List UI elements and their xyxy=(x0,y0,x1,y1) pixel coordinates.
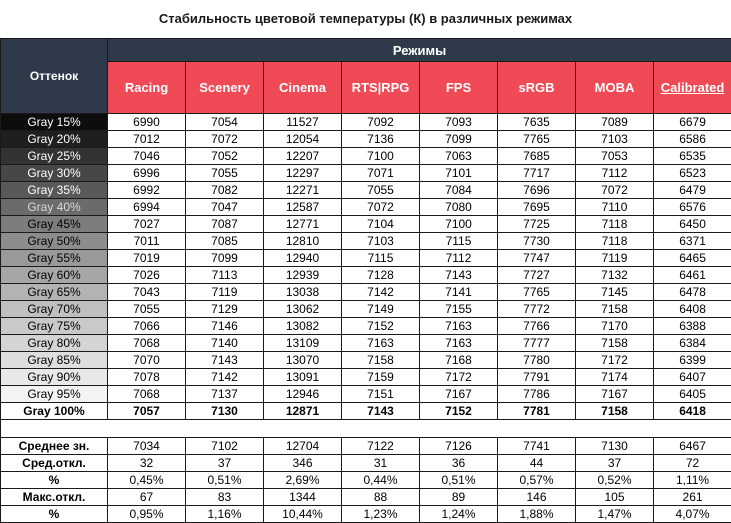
table-cell: 7765 xyxy=(498,284,576,301)
table-cell: 7112 xyxy=(420,250,498,267)
table-cell: 7143 xyxy=(342,403,420,420)
shade-label: Gray 85% xyxy=(1,352,108,369)
table-cell: 7085 xyxy=(186,233,264,250)
table-cell: 7158 xyxy=(576,335,654,352)
table-cell: 7696 xyxy=(498,182,576,199)
table-cell: 7113 xyxy=(186,267,264,284)
table-cell: 7155 xyxy=(420,301,498,318)
shade-label: Gray 30% xyxy=(1,165,108,182)
table-cell: 7635 xyxy=(498,114,576,131)
spacer-row xyxy=(1,420,731,438)
table-cell: 7174 xyxy=(576,369,654,386)
shade-label: Gray 45% xyxy=(1,216,108,233)
stats-cell: 1,23% xyxy=(342,506,420,523)
table-cell: 12810 xyxy=(264,233,342,250)
stats-cell: 12704 xyxy=(264,438,342,455)
table-cell: 7026 xyxy=(108,267,186,284)
table-cell: 7140 xyxy=(186,335,264,352)
table-cell: 7727 xyxy=(498,267,576,284)
table-cell: 7011 xyxy=(108,233,186,250)
table-cell: 13062 xyxy=(264,301,342,318)
mode-header-cinema: Cinema xyxy=(264,62,342,114)
table-cell: 7132 xyxy=(576,267,654,284)
shade-label: Gray 35% xyxy=(1,182,108,199)
table-cell: 12871 xyxy=(264,403,342,420)
table-row xyxy=(1,352,731,369)
table-cell: 6399 xyxy=(654,352,731,369)
table-cell: 7092 xyxy=(342,114,420,131)
stats-cell: 89 xyxy=(420,489,498,506)
table-cell: 13109 xyxy=(264,335,342,352)
table-cell: 7093 xyxy=(420,114,498,131)
table-cell: 7152 xyxy=(342,318,420,335)
table-row xyxy=(1,114,731,131)
table-cell: 7100 xyxy=(342,148,420,165)
table-cell: 7780 xyxy=(498,352,576,369)
mode-header-srgb: sRGB xyxy=(498,62,576,114)
table-cell: 13038 xyxy=(264,284,342,301)
color-temperature-table xyxy=(0,38,731,523)
table-cell: 7167 xyxy=(420,386,498,403)
table-cell: 7142 xyxy=(186,369,264,386)
table-cell: 7151 xyxy=(342,386,420,403)
stats-cell: 72 xyxy=(654,455,731,472)
mode-header-fps: FPS xyxy=(420,62,498,114)
shade-label: Gray 100% xyxy=(1,403,108,420)
stats-cell: 44 xyxy=(498,455,576,472)
table-cell: 7080 xyxy=(420,199,498,216)
shade-label: Gray 70% xyxy=(1,301,108,318)
mode-header-moba: MOBA xyxy=(576,62,654,114)
shade-label: Gray 20% xyxy=(1,131,108,148)
stats-cell: 36 xyxy=(420,455,498,472)
table-cell: 12771 xyxy=(264,216,342,233)
table-cell: 7103 xyxy=(576,131,654,148)
modes-group-header: Режимы xyxy=(108,39,731,62)
table-cell: 13082 xyxy=(264,318,342,335)
table-cell: 7119 xyxy=(576,250,654,267)
stats-cell: 7130 xyxy=(576,438,654,455)
table-cell: 7110 xyxy=(576,199,654,216)
table-cell: 6523 xyxy=(654,165,731,182)
table-cell: 6450 xyxy=(654,216,731,233)
table-row xyxy=(1,369,731,386)
shade-label: Gray 75% xyxy=(1,318,108,335)
table-cell: 12207 xyxy=(264,148,342,165)
table-cell: 6535 xyxy=(654,148,731,165)
shade-column-header: Оттенок xyxy=(1,39,108,114)
table-cell: 12940 xyxy=(264,250,342,267)
table-cell: 7066 xyxy=(108,318,186,335)
stats-cell: 146 xyxy=(498,489,576,506)
table-cell: 7072 xyxy=(576,182,654,199)
table-cell: 7103 xyxy=(342,233,420,250)
stats-cell: 1,16% xyxy=(186,506,264,523)
table-cell: 7118 xyxy=(576,216,654,233)
table-cell: 7149 xyxy=(342,301,420,318)
stats-row xyxy=(1,489,731,506)
stats-row xyxy=(1,455,731,472)
table-cell: 12946 xyxy=(264,386,342,403)
table-cell: 7087 xyxy=(186,216,264,233)
stats-label: % xyxy=(1,472,108,489)
table-cell: 7141 xyxy=(420,284,498,301)
table-cell: 7695 xyxy=(498,199,576,216)
table-cell: 7158 xyxy=(576,403,654,420)
table-title: Стабильность цветовой температуры (К) в различных режимах xyxy=(0,0,731,38)
table-row xyxy=(1,148,731,165)
table-cell: 6405 xyxy=(654,386,731,403)
table-cell: 7136 xyxy=(342,131,420,148)
table-row xyxy=(1,335,731,352)
stats-label: % xyxy=(1,506,108,523)
table-cell: 7158 xyxy=(342,352,420,369)
stats-cell: 7102 xyxy=(186,438,264,455)
table-cell: 7170 xyxy=(576,318,654,335)
mode-header-racing: Racing xyxy=(108,62,186,114)
stats-label: Макс.откл. xyxy=(1,489,108,506)
table-cell: 12054 xyxy=(264,131,342,148)
table-cell: 6679 xyxy=(654,114,731,131)
table-cell: 7012 xyxy=(108,131,186,148)
table-cell: 7070 xyxy=(108,352,186,369)
table-cell: 7118 xyxy=(576,233,654,250)
table-cell: 6586 xyxy=(654,131,731,148)
table-cell: 7055 xyxy=(108,301,186,318)
stats-cell: 0,51% xyxy=(186,472,264,489)
table-cell: 7747 xyxy=(498,250,576,267)
table-cell: 6371 xyxy=(654,233,731,250)
stats-cell: 67 xyxy=(108,489,186,506)
stats-cell: 0,51% xyxy=(420,472,498,489)
table-cell: 7163 xyxy=(420,318,498,335)
table-cell: 12297 xyxy=(264,165,342,182)
stats-cell: 2,69% xyxy=(264,472,342,489)
table-cell: 7137 xyxy=(186,386,264,403)
table-cell: 7115 xyxy=(420,233,498,250)
table-cell: 7112 xyxy=(576,165,654,182)
table-cell: 7068 xyxy=(108,386,186,403)
table-cell: 7084 xyxy=(420,182,498,199)
shade-label: Gray 80% xyxy=(1,335,108,352)
table-cell: 7172 xyxy=(576,352,654,369)
stats-cell: 1,24% xyxy=(420,506,498,523)
stats-cell: 0,95% xyxy=(108,506,186,523)
table-cell: 7047 xyxy=(186,199,264,216)
table-row xyxy=(1,403,731,420)
table-cell: 7057 xyxy=(108,403,186,420)
table-row xyxy=(1,216,731,233)
table-cell: 7158 xyxy=(576,301,654,318)
table-cell: 6384 xyxy=(654,335,731,352)
table-cell: 7146 xyxy=(186,318,264,335)
table-cell: 7772 xyxy=(498,301,576,318)
stats-label: Среднее зн. xyxy=(1,438,108,455)
table-row xyxy=(1,182,731,199)
table-cell: 7055 xyxy=(186,165,264,182)
table-cell: 7730 xyxy=(498,233,576,250)
shade-label: Gray 15% xyxy=(1,114,108,131)
table-cell: 11527 xyxy=(264,114,342,131)
shade-label: Gray 50% xyxy=(1,233,108,250)
table-cell: 7078 xyxy=(108,369,186,386)
table-cell: 7167 xyxy=(576,386,654,403)
stats-cell: 1344 xyxy=(264,489,342,506)
stats-cell: 261 xyxy=(654,489,731,506)
table-cell: 7717 xyxy=(498,165,576,182)
table-cell: 7082 xyxy=(186,182,264,199)
table-cell: 7099 xyxy=(186,250,264,267)
table-cell: 7104 xyxy=(342,216,420,233)
stats-cell: 88 xyxy=(342,489,420,506)
stats-cell: 7034 xyxy=(108,438,186,455)
table-cell: 7791 xyxy=(498,369,576,386)
table-cell: 7129 xyxy=(186,301,264,318)
table-cell: 7128 xyxy=(342,267,420,284)
table-cell: 6465 xyxy=(654,250,731,267)
table-cell: 7172 xyxy=(420,369,498,386)
stats-cell: 4,07% xyxy=(654,506,731,523)
table-cell: 7168 xyxy=(420,352,498,369)
table-cell: 7027 xyxy=(108,216,186,233)
table-row xyxy=(1,318,731,335)
stats-row xyxy=(1,438,731,455)
table-cell: 7777 xyxy=(498,335,576,352)
table-row xyxy=(1,233,731,250)
table-cell: 6479 xyxy=(654,182,731,199)
table-cell: 7119 xyxy=(186,284,264,301)
shade-label: Gray 60% xyxy=(1,267,108,284)
table-cell: 7068 xyxy=(108,335,186,352)
stats-cell: 32 xyxy=(108,455,186,472)
shade-label: Gray 65% xyxy=(1,284,108,301)
table-cell: 7725 xyxy=(498,216,576,233)
stats-cell: 10,44% xyxy=(264,506,342,523)
stats-label: Сред.откл. xyxy=(1,455,108,472)
table-cell: 7019 xyxy=(108,250,186,267)
table-cell: 6461 xyxy=(654,267,731,284)
table-cell: 7130 xyxy=(186,403,264,420)
table-row xyxy=(1,284,731,301)
mode-header-calibrated[interactable]: Calibrated xyxy=(654,62,731,114)
shade-label: Gray 90% xyxy=(1,369,108,386)
stats-cell: 83 xyxy=(186,489,264,506)
table-cell: 7046 xyxy=(108,148,186,165)
table-cell: 7043 xyxy=(108,284,186,301)
table-cell: 7685 xyxy=(498,148,576,165)
table-cell: 7054 xyxy=(186,114,264,131)
table-cell: 13070 xyxy=(264,352,342,369)
table-cell: 6992 xyxy=(108,182,186,199)
table-cell: 6388 xyxy=(654,318,731,335)
stats-row xyxy=(1,472,731,489)
table-cell: 7152 xyxy=(420,403,498,420)
shade-label: Gray 40% xyxy=(1,199,108,216)
stats-cell: 37 xyxy=(576,455,654,472)
table-cell: 7099 xyxy=(420,131,498,148)
stats-cell: 1,88% xyxy=(498,506,576,523)
stats-cell: 105 xyxy=(576,489,654,506)
table-cell: 7163 xyxy=(420,335,498,352)
stats-cell: 7122 xyxy=(342,438,420,455)
table-cell: 7765 xyxy=(498,131,576,148)
spacer-cell xyxy=(1,420,731,438)
table-cell: 7052 xyxy=(186,148,264,165)
table-cell: 7163 xyxy=(342,335,420,352)
table-row xyxy=(1,301,731,318)
table-cell: 7143 xyxy=(186,352,264,369)
table-row xyxy=(1,386,731,403)
table-cell: 6418 xyxy=(654,403,731,420)
table-cell: 7072 xyxy=(186,131,264,148)
table-cell: 12939 xyxy=(264,267,342,284)
table-cell: 7781 xyxy=(498,403,576,420)
shade-label: Gray 95% xyxy=(1,386,108,403)
stats-cell: 37 xyxy=(186,455,264,472)
table-row xyxy=(1,199,731,216)
table-row xyxy=(1,131,731,148)
table-cell: 12271 xyxy=(264,182,342,199)
stats-cell: 0,45% xyxy=(108,472,186,489)
table-cell: 7063 xyxy=(420,148,498,165)
table-cell: 7766 xyxy=(498,318,576,335)
table-cell: 7055 xyxy=(342,182,420,199)
table-cell: 7786 xyxy=(498,386,576,403)
table-cell: 6408 xyxy=(654,301,731,318)
stats-cell: 0,44% xyxy=(342,472,420,489)
table-cell: 6990 xyxy=(108,114,186,131)
stats-cell: 0,57% xyxy=(498,472,576,489)
stats-cell: 31 xyxy=(342,455,420,472)
table-row xyxy=(1,165,731,182)
mode-header-rts-rpg: RTS|RPG xyxy=(342,62,420,114)
stats-cell: 7126 xyxy=(420,438,498,455)
table-row xyxy=(1,250,731,267)
table-cell: 6996 xyxy=(108,165,186,182)
table-cell: 6576 xyxy=(654,199,731,216)
table-cell: 7145 xyxy=(576,284,654,301)
table-cell: 7089 xyxy=(576,114,654,131)
shade-label: Gray 55% xyxy=(1,250,108,267)
table-cell: 7115 xyxy=(342,250,420,267)
stats-cell: 7741 xyxy=(498,438,576,455)
table-cell: 7072 xyxy=(342,199,420,216)
table-cell: 7100 xyxy=(420,216,498,233)
stats-cell: 346 xyxy=(264,455,342,472)
stats-cell: 1,47% xyxy=(576,506,654,523)
table-cell: 7101 xyxy=(420,165,498,182)
table-cell: 7071 xyxy=(342,165,420,182)
table-cell: 7053 xyxy=(576,148,654,165)
table-cell: 12587 xyxy=(264,199,342,216)
table-cell: 6994 xyxy=(108,199,186,216)
stats-cell: 6467 xyxy=(654,438,731,455)
table-cell: 13091 xyxy=(264,369,342,386)
shade-label: Gray 25% xyxy=(1,148,108,165)
table-cell: 7143 xyxy=(420,267,498,284)
table-cell: 7159 xyxy=(342,369,420,386)
mode-header-scenery: Scenery xyxy=(186,62,264,114)
stats-cell: 0,52% xyxy=(576,472,654,489)
stats-cell: 1,11% xyxy=(654,472,731,489)
table-cell: 6478 xyxy=(654,284,731,301)
table-row xyxy=(1,267,731,284)
table-cell: 7142 xyxy=(342,284,420,301)
table-cell: 6407 xyxy=(654,369,731,386)
